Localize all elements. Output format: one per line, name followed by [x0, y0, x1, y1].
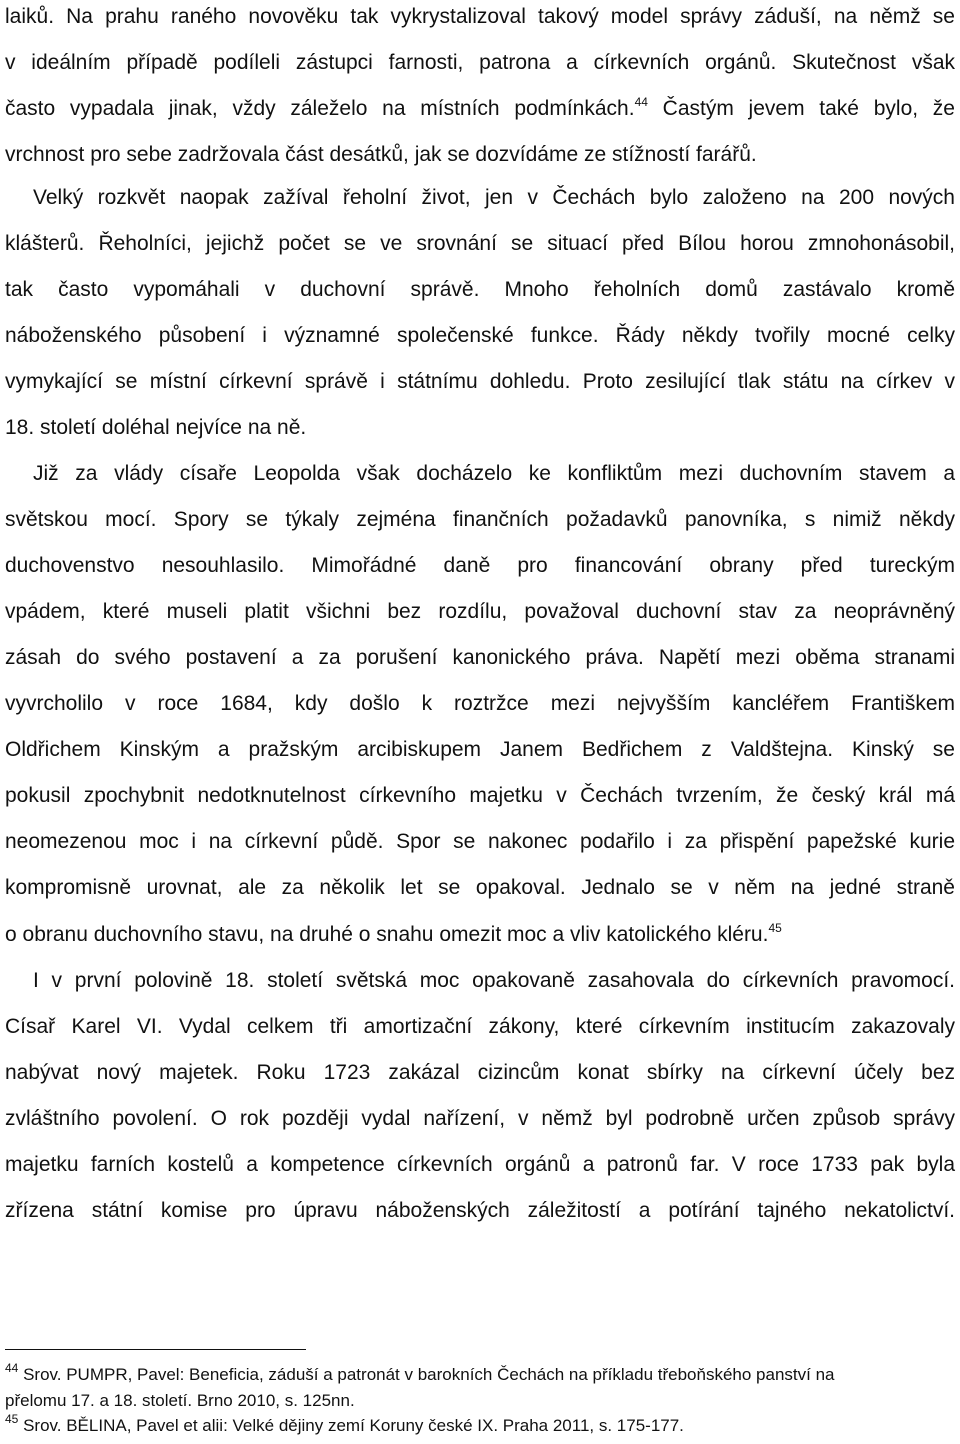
footnote-text: Srov. PUMPR, Pavel: Beneficia, záduší a patronát v barokních Čechách na příkladu třeboňského panství na	[18, 1365, 835, 1384]
body-line: Oldřichem Kinským a pražským arcibiskupem Janem Bedřichem z Valdštejna. Kinský se	[5, 738, 955, 761]
footnote-ref-45[interactable]: 45	[768, 921, 782, 935]
body-line: klášterů. Řeholníci, jejichž počet se ve srovnání se situací před Bílou horou zmnohonásobil,	[5, 232, 955, 255]
text-run: o obranu duchovního stavu, na druhé o snahu omezit moc a vliv katolického kléru.	[5, 923, 769, 946]
paragraph-first-line: Již za vlády císaře Leopolda však docházelo ke konfliktům mezi duchovním stavem a	[33, 462, 955, 485]
paragraph-first-line: Velký rozkvět naopak zažíval řeholní život, jen v Čechách bylo založeno na 200 nových	[33, 186, 955, 209]
body-line: Císař Karel VI. Vydal celkem tři amortizační zákony, které církevním institucím zakazovaly	[5, 1015, 955, 1038]
body-line: nabývat nový majetek. Roku 1723 zakázal cizincům konat sbírky na církevní účely bez	[5, 1061, 955, 1084]
body-line: zásah do svého postavení a za porušení kanonického práva. Napětí mezi oběma stranami	[5, 646, 955, 669]
body-line: kompromisně urovnat, ale za několik let se opakoval. Jednalo se v něm na jedné straně	[5, 876, 955, 899]
text-run: často vypadala jinak, vždy záleželo na místních podmínkách.	[5, 97, 635, 120]
body-line: vrchnost pro sebe zadržovala část desátků, jak se dozvídáme ze stížností farářů.	[5, 143, 757, 166]
body-line: zvláštního povolení. O rok později vydal nařízení, v němž byl podrobně určen způsob správy	[5, 1107, 955, 1130]
body-line: zřízena státní komise pro úpravu náboženských záležitostí a potírání tajného nekatolictví.	[5, 1199, 955, 1222]
body-line	[5, 95, 955, 123]
body-line: světskou mocí. Spory se týkaly zejména finančních požadavků panovníka, s nimiž někdy	[5, 508, 955, 531]
body-line: neomezenou moc i na církevní půdě. Spor se nakonec podařilo i za přispění papežské kurie	[5, 830, 955, 853]
footnote-ref-44[interactable]: 44	[634, 95, 648, 109]
paragraph-first-line: I v první polovině 18. století světská moc opakovaně zasahovala do církevních pravomocí.	[33, 969, 955, 992]
footnote-45	[5, 1412, 955, 1437]
text-run: Častým jevem také bylo, že	[647, 97, 955, 120]
body-line: laiků. Na prahu raného novověku tak vykrystalizoval takový model správy záduší, na němž se	[5, 5, 955, 28]
body-line: 18. století doléhal nejvíce na ně.	[5, 416, 307, 439]
body-line: majetku farních kostelů a kompetence církevních orgánů a patronů far. V roce 1733 pak byla	[5, 1153, 955, 1176]
body-line: v ideálním případě podíleli zástupci farnosti, patrona a církevních orgánů. Skutečnost však	[5, 51, 955, 74]
footnote-mark-45: 45	[5, 1412, 19, 1426]
footnote-44	[5, 1361, 955, 1386]
footnote-mark-44: 44	[5, 1361, 19, 1375]
footnote-44-continuation: přelomu 17. a 18. století. Brno 2010, s. 125nn.	[5, 1391, 355, 1410]
footnote-separator	[5, 1349, 306, 1350]
body-line: vyvrcholilo v roce 1684, kdy došlo k roztržce mezi nejvyšším kancléřem Františkem	[5, 692, 955, 715]
body-line: vpádem, které museli platit všichni bez rozdílu, považoval duchovní stav za neoprávněný	[5, 600, 955, 623]
body-line: náboženského působení i významné společenské funkce. Řády někdy tvořily mocné celky	[5, 324, 955, 347]
footnote-text: Srov. BĚLINA, Pavel et alii: Velké dějiny zemí Koruny české IX. Praha 2011, s. 175-177.	[18, 1416, 684, 1435]
body-line: tak často vypomáhali v duchovní správě. Mnoho řeholních domů zastávalo kromě	[5, 278, 955, 301]
body-line: pokusil zpochybnit nedotknutelnost církevního majetku v Čechách tvrzením, že český král má	[5, 784, 955, 807]
body-line	[5, 921, 955, 949]
body-line: vymykající se místní církevní správě i státnímu dohledu. Proto zesilující tlak státu na církev v	[5, 370, 955, 393]
body-line: duchovenstvo nesouhlasilo. Mimořádné daně pro financování obrany před tureckým	[5, 554, 955, 577]
